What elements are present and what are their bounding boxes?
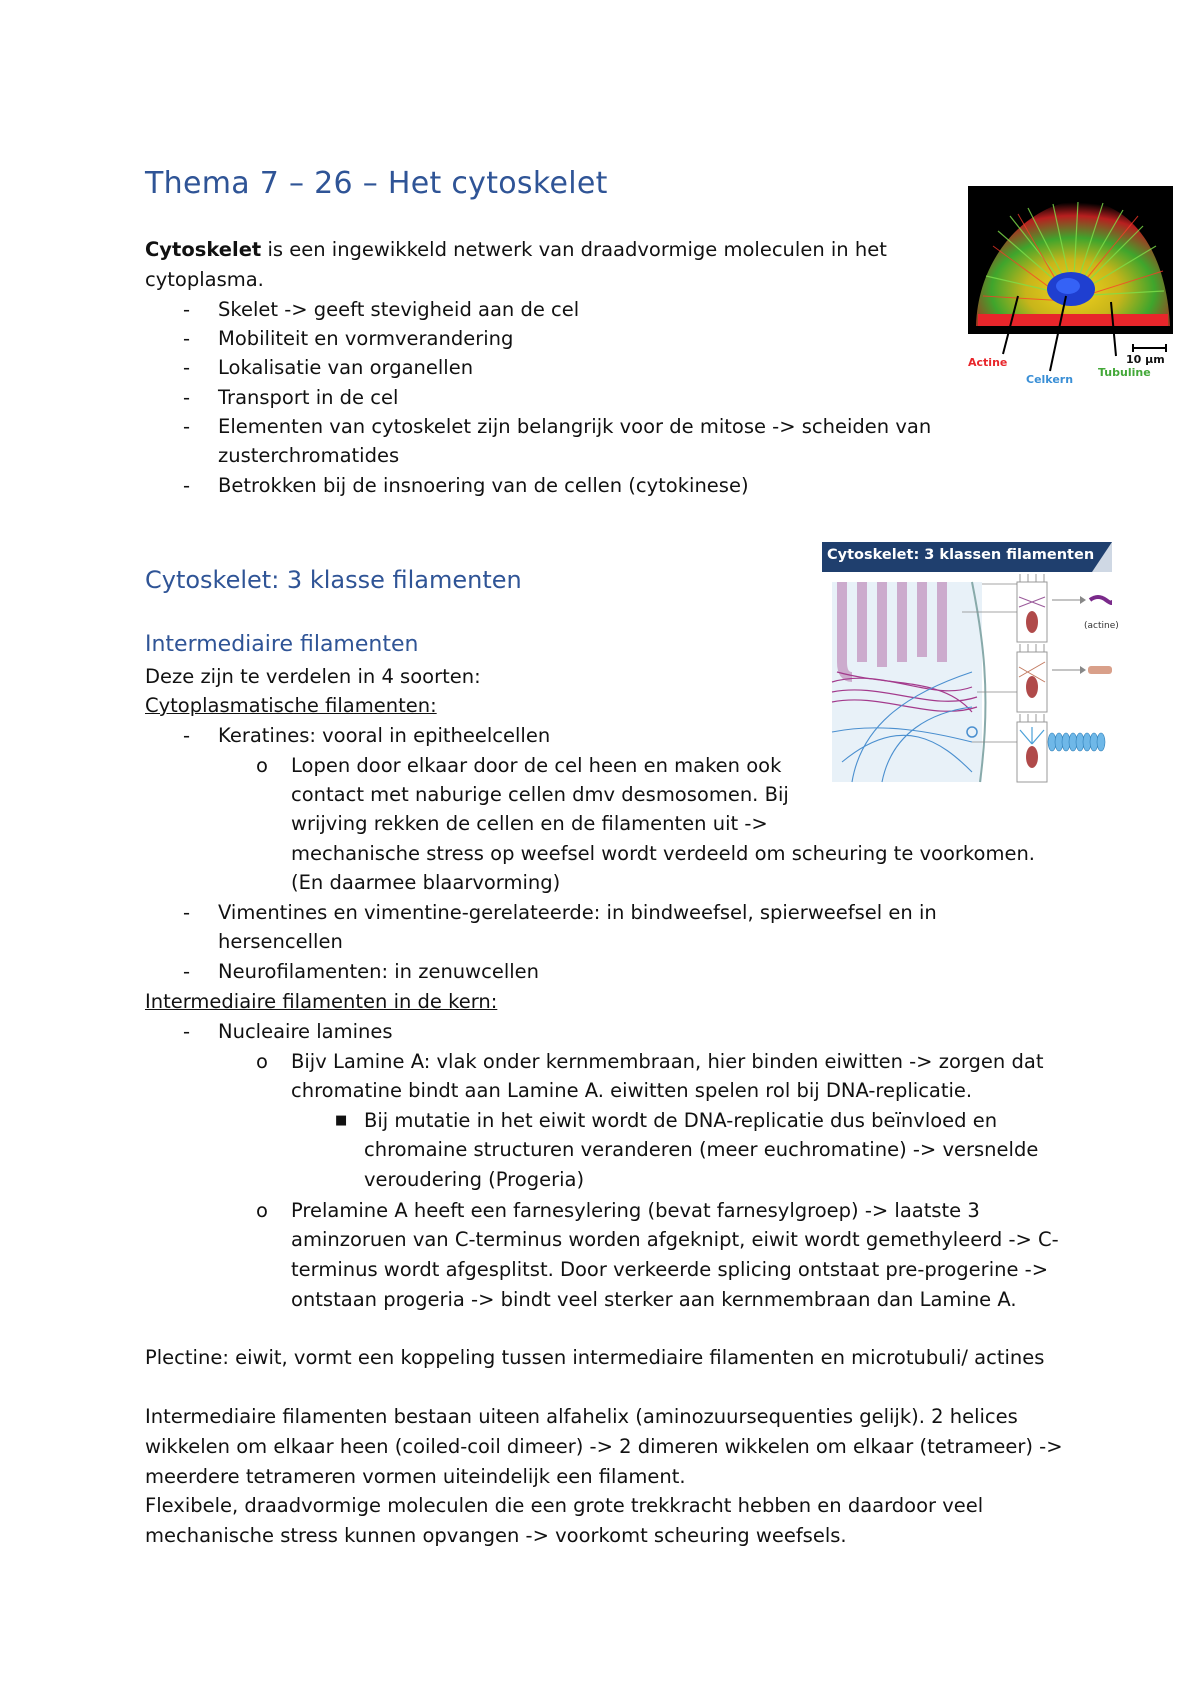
cytoskeleton-fluorescence-figure <box>968 186 1178 396</box>
intro-line-2: cytoplasma. <box>145 268 264 291</box>
list-item: Vimentines en vimentine-gerelateerde: in bindweefsel, spierweefsel en in <box>218 901 937 924</box>
figure-label-celkern: Celkern <box>1026 373 1074 386</box>
list-item-continuation: wrijving rekken de cellen en de filamenten uit -> <box>291 812 768 835</box>
banner-corner <box>1092 542 1112 572</box>
list-item: Skelet -> geeft stevigheid aan de cel <box>218 298 580 321</box>
cytoplasmatic-heading: Cytoplasmatische filamenten: <box>145 694 437 717</box>
bullet-dash: - <box>183 415 191 438</box>
list-item: Bij mutatie in het eiwit wordt de DNA-replicatie dus beïnvloed en <box>364 1109 998 1132</box>
paragraph-line: mechanische stress kunnen opvangen -> voorkomt scheuring weefsels. <box>145 1524 847 1547</box>
bullet-dash: - <box>183 327 191 350</box>
sub-heading: Intermediaire filamenten <box>145 632 419 657</box>
intro-term: Cytoskelet <box>145 238 262 261</box>
bullet-circle: o <box>256 1050 268 1073</box>
figure-banner <box>822 542 1112 572</box>
filament-diagram <box>822 572 1112 812</box>
bullet-square: ■ <box>335 1113 348 1128</box>
list-item: Betrokken bij de insnoering van de cellen (cytokinese) <box>218 474 749 497</box>
list-item-continuation: terminus wordt afgesplitst. Door verkeerde splicing ontstaat pre-progerine -> <box>291 1258 1049 1281</box>
list-item-continuation: contact met naburige cellen dmv desmosomen. Bij <box>291 783 789 806</box>
list-item-continuation: veroudering (Progeria) <box>364 1168 585 1191</box>
list-item: Mobiliteit en vormverandering <box>218 327 514 350</box>
page-title: Thema 7 – 26 – Het cytoskelet <box>145 166 608 201</box>
paragraph-line: wikkelen om elkaar heen (coiled-coil dimeer) -> 2 dimeren wikkelen om elkaar (tetrameer) -> <box>145 1435 1063 1458</box>
list-item-continuation: (En daarmee blaarvorming) <box>291 871 561 894</box>
list-item: Bijv Lamine A: vlak onder kernmembraan, hier binden eiwitten -> zorgen dat <box>291 1050 1044 1073</box>
bullet-dash: - <box>183 386 191 409</box>
intro-text: is een ingewikkeld netwerk van draadvormige moleculen in het <box>261 238 887 261</box>
bullet-circle: o <box>256 754 268 777</box>
list-item-continuation: zusterchromatides <box>218 444 400 467</box>
list-item: Lopen door elkaar door de cel heen en maken ook <box>291 754 782 777</box>
bullet-dash: - <box>183 1020 191 1043</box>
list-item: Neurofilamenten: in zenuwcellen <box>218 960 540 983</box>
list-item-continuation: chromaine structuren veranderen (meer euchromatine) -> versnelde <box>364 1138 1039 1161</box>
section-heading: Cytoskelet: 3 klasse filamenten <box>145 566 522 594</box>
list-item: Transport in de cel <box>218 386 399 409</box>
list-item-continuation: aminzoruen van C-terminus worden afgeknipt, eiwit wordt gemethyleerd -> C- <box>291 1228 1059 1251</box>
bullet-dash: - <box>183 724 191 747</box>
figure-label-tubuline: Tubuline <box>1098 366 1151 379</box>
bullet-dash: - <box>183 474 191 497</box>
bullet-dash: - <box>183 960 191 983</box>
list-item-continuation: hersencellen <box>218 930 343 953</box>
filament-classes-figure <box>822 542 1119 812</box>
list-item-continuation: mechanische stress op weefsel wordt verdeeld om scheuring te voorkomen. <box>291 842 1036 865</box>
list-item-continuation: chromatine bindt aan Lamine A. eiwitten spelen rol bij DNA-replicatie. <box>291 1079 973 1102</box>
list-item: Elementen van cytoskelet zijn belangrijk voor de mitose -> scheiden van <box>218 415 932 438</box>
list-item: Prelamine A heeft een farnesylering (bevat farnesylgroep) -> laatste 3 <box>291 1199 980 1222</box>
bullet-dash: - <box>183 356 191 379</box>
list-item: Keratines: vooral in epitheelcellen <box>218 724 551 747</box>
bullet-circle: o <box>256 1199 268 1222</box>
figure-banner-title: Cytoskelet: 3 klassen filamenten <box>827 547 1095 563</box>
list-item: Nucleaire lamines <box>218 1020 393 1043</box>
intro-line-1 <box>145 238 887 261</box>
figure-scale-label: 10 µm <box>1126 353 1165 366</box>
figure-side-label: (actine) <box>1084 621 1119 631</box>
soorten-line: Deze zijn te verdelen in 4 soorten: <box>145 665 481 688</box>
paragraph-line: Intermediaire filamenten bestaan uiteen alfahelix (aminozuursequenties gelijk). 2 helices <box>145 1405 1018 1428</box>
list-item: Lokalisatie van organellen <box>218 356 474 379</box>
paragraph-line: meerdere tetrameren vormen uiteindelijk een filament. <box>145 1465 686 1488</box>
kern-heading: Intermediaire filamenten in de kern: <box>145 990 498 1013</box>
list-item-continuation: ontstaan progeria -> bindt veel sterker aan kernmembraan dan Lamine A. <box>291 1288 1017 1311</box>
bullet-dash: - <box>183 298 191 321</box>
plectine-paragraph: Plectine: eiwit, vormt een koppeling tussen intermediaire filamenten en microtubuli/ actines <box>145 1346 1045 1369</box>
figure-label-actine: Actine <box>968 356 1008 369</box>
paragraph-line: Flexibele, draadvormige moleculen die een grote trekkracht hebben en daardoor veel <box>145 1494 984 1517</box>
bullet-dash: - <box>183 901 191 924</box>
